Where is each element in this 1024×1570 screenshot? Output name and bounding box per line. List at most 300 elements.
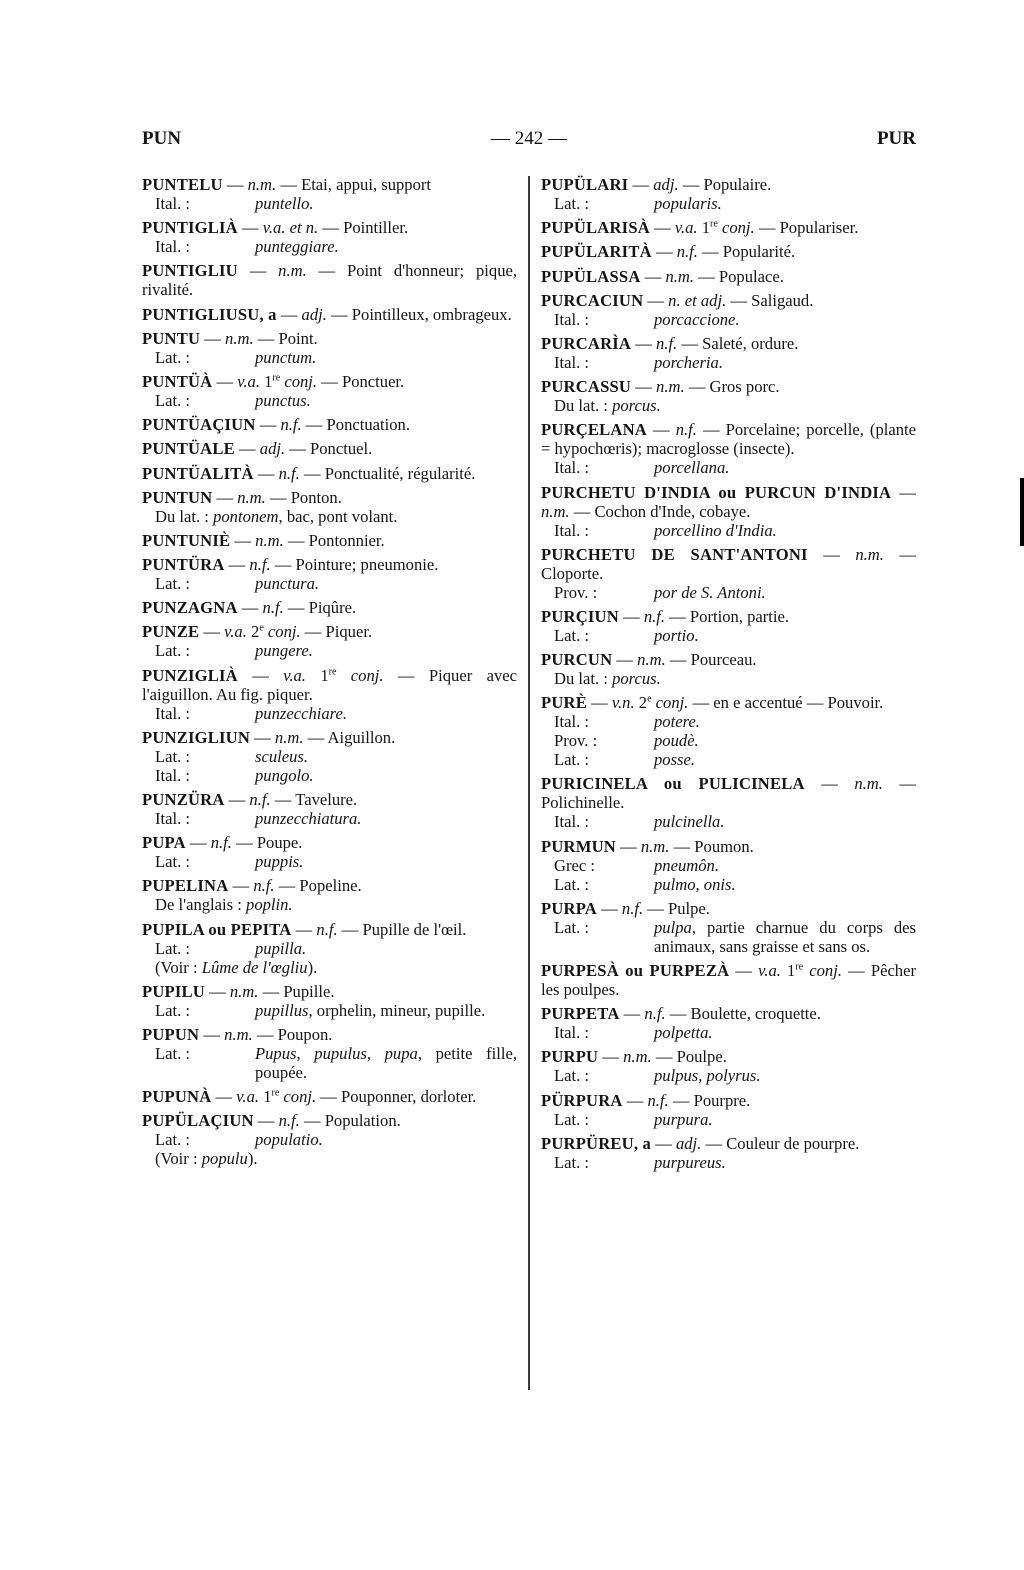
headword: PURCARÌA: [541, 333, 632, 353]
etymology-line: [541, 1066, 916, 1085]
grammar-label: n.m.: [247, 175, 277, 194]
headword: PUPÜLAÇIUN: [142, 1111, 254, 1131]
grammar-label: v.a. 1re conj.: [236, 1087, 317, 1107]
entry-heading: PURCHETU D'INDIA ou PURCUN D'INDIA — n.m. — Cochon d'Inde, cobaye.: [541, 482, 916, 521]
entry-heading: PURMUN — n.m. — Poumon.: [541, 836, 754, 856]
etymology-value: [255, 237, 517, 256]
grammar-label: v.a. 1re conj.: [674, 218, 755, 238]
dictionary-entry: [142, 175, 517, 213]
etymology-form: poudè.: [654, 731, 699, 751]
dictionary-entry: [541, 291, 916, 329]
etymology-language: Du lat. :: [554, 669, 613, 689]
entry-heading: PUNZE — v.a. 2e conj. — Piquer.: [142, 622, 373, 642]
etymology-language: Ital. :: [554, 812, 590, 832]
etymology-line: [541, 583, 916, 602]
grammar-label: n.m.: [224, 1024, 253, 1044]
definition: Popularité.: [722, 242, 796, 262]
etymology-line: [541, 194, 916, 213]
grammar-label: n.f.: [656, 333, 678, 353]
etymology-form: pulcinella.: [654, 812, 725, 832]
entry-heading: PURICINELA ou PULICINELA — n.m. — Polichinelle.: [541, 774, 917, 813]
etymology-form: punctura.: [255, 574, 320, 594]
dictionary-entry: [541, 693, 916, 769]
definition: Pupille de l'œil.: [362, 919, 467, 939]
entry-heading: PUNTÜAÇIUN — n.f. — Ponctuation.: [142, 415, 410, 435]
etymology-form: pulmo, onis.: [654, 874, 736, 894]
etymology-language: Ital. :: [554, 458, 590, 478]
etymology-language: Ital. :: [554, 520, 590, 540]
etymology-line: [142, 574, 517, 593]
etymology-language: Lat. :: [155, 1000, 191, 1020]
entry-heading: PUPÜLARI — adj. — Populaire.: [541, 175, 772, 194]
etymology-value: [255, 766, 517, 785]
definition: Population.: [324, 1111, 401, 1131]
grammar-label: v.a. et n.: [262, 218, 319, 238]
dictionary-entry: [541, 1091, 916, 1129]
headword: PUPUN: [142, 1024, 200, 1044]
definition: Pupille.: [283, 981, 335, 1001]
headword: PUPA: [142, 833, 186, 853]
definition: Ponctualité, régularité.: [324, 463, 476, 483]
headword: PURICINELA ou PULICINELA: [541, 774, 805, 794]
definition: Piquer.: [325, 622, 373, 642]
definition: Cloporte.: [541, 563, 604, 583]
dictionary-entry: [541, 420, 916, 477]
headword: PUNTÜALE: [142, 439, 235, 459]
headword: PUPUNÀ: [142, 1087, 212, 1107]
etymology-line: [142, 237, 517, 256]
grammar-label: n.m.: [855, 544, 884, 564]
headword: PUPILA ou PEPITA: [142, 919, 292, 939]
etymology-value: [654, 194, 916, 213]
dictionary-entry: [541, 218, 916, 237]
headword: PUNTIGLIU: [142, 261, 238, 281]
definition: Aiguillon.: [327, 727, 396, 747]
dictionary-entry: [541, 961, 916, 999]
entry-heading: PURCARÌA — n.f. — Saleté, ordure.: [541, 333, 799, 353]
grammar-label: n.f.: [644, 1004, 666, 1024]
headword: PUPÜLASSA: [541, 266, 641, 286]
entry-heading: PURPÜREU, a — adj. — Couleur de pourpre.: [541, 1133, 860, 1153]
dictionary-entry: [142, 555, 517, 593]
dictionary-entry: [142, 598, 517, 617]
etymology-form: potere.: [654, 712, 700, 732]
definition: Poumon.: [694, 836, 754, 856]
entry-heading: PURÇELANA — n.f. — Porcelaine; porcelle, (plante = hypochœris); macroglosse (insecte).: [541, 420, 917, 459]
dictionary-entry: [541, 242, 916, 261]
etymology-value: [255, 348, 517, 367]
etymology-language: Ital. :: [554, 309, 590, 329]
etymology-form: pupillus: [255, 1000, 309, 1020]
etymology-language: De l'anglais :: [155, 895, 247, 915]
dictionary-entry: [142, 622, 517, 660]
etymology-line: [541, 669, 916, 688]
dictionary-entry: [142, 666, 517, 723]
grammar-label: v.a. 2e conj.: [224, 622, 301, 642]
etymology-value: [654, 856, 916, 875]
etymology-value: [654, 583, 916, 602]
dictionary-entry: [541, 774, 916, 831]
grammar-label: adj.: [653, 175, 679, 194]
etymology-language: Lat. :: [554, 917, 590, 937]
definition: Populace.: [718, 266, 784, 286]
etymology-gloss: , petite fille, poupée.: [255, 1043, 517, 1082]
headword: PURCHETU DE SANT'ANTONI: [541, 544, 808, 564]
etymology-line: [541, 875, 916, 894]
etymology-value: [255, 1044, 517, 1082]
definition: Popeline.: [299, 876, 362, 896]
dictionary-entry: [142, 790, 517, 828]
etymology-language: Lat. :: [155, 1043, 191, 1063]
dictionary-entry: [142, 261, 517, 299]
headword: PUNZIGLIÀ: [142, 665, 238, 685]
entry-heading: PUNZIGLIUN — n.m. — Aiguillon.: [142, 727, 396, 747]
etymology-language: Ital. :: [155, 703, 191, 723]
headword: PUNTUN: [142, 487, 213, 507]
etymology-language: Lat. :: [155, 347, 191, 367]
etymology-language: Lat. :: [155, 641, 191, 661]
etymology-language: Lat. :: [155, 390, 191, 410]
etymology-value: [255, 391, 517, 410]
etymology-form: populatio.: [255, 1130, 323, 1150]
grammar-label: n.f.: [253, 876, 275, 896]
grammar-label: adj.: [259, 439, 286, 459]
dictionary-entry: [142, 920, 517, 977]
etymology-line: [541, 1153, 916, 1172]
etymology-form: posse.: [654, 750, 696, 770]
etymology-line: [541, 521, 916, 540]
see-also: (Voir : populu).: [155, 1149, 258, 1169]
grammar-label: n.m.: [623, 1047, 652, 1067]
etymology-value: [654, 310, 916, 329]
etymology-language: Du lat. :: [155, 506, 214, 526]
entry-heading: PUPUN — n.m. — Poupon.: [142, 1024, 333, 1044]
entry-heading: PUPUNÀ — v.a. 1re conj. — Pouponner, dorloter.: [142, 1087, 477, 1107]
etymology-form: porcellana.: [654, 458, 730, 478]
etymology-form: porcaccione.: [654, 309, 740, 329]
entry-heading: PUNTUN — n.m. — Ponton.: [142, 487, 342, 507]
etymology-form: pupilla.: [255, 938, 307, 958]
page-number: — 242 —: [491, 128, 567, 149]
grammar-label: v.a. 1re conj.: [758, 961, 842, 980]
entry-heading: PUNTÜALE — adj. — Ponctuel.: [142, 439, 373, 459]
etymology-form: puntello.: [255, 194, 314, 213]
headword: PUNZE: [142, 622, 200, 642]
grammar-label: n.f.: [316, 919, 338, 939]
grammar-label: n.f.: [210, 833, 232, 853]
headword: PUNTIGLIUSU, a: [142, 304, 277, 324]
entry-heading: PUNTELU — n.m. — Etai, appui, support: [142, 175, 432, 194]
etymology-gloss: , bac, pont volant.: [278, 506, 398, 526]
dictionary-entry: [142, 305, 517, 324]
etymology-form: purpura.: [654, 1109, 713, 1129]
etymology-line: [541, 626, 916, 645]
entry-heading: PURPA — n.f. — Pulpe.: [541, 898, 710, 918]
etymology-value: [255, 809, 517, 828]
definition: Ponctuer.: [341, 371, 405, 391]
etymology-value: [654, 1110, 916, 1129]
headword: PUNZÜRA: [142, 790, 225, 809]
entry-heading: PUPILU — n.m. — Pupille.: [142, 981, 335, 1001]
definition: en e accentué — Pouvoir.: [713, 693, 884, 713]
headword: PURCASSU: [541, 377, 632, 397]
dictionary-entry: [541, 377, 916, 415]
header-right-guideword: PUR: [876, 128, 916, 149]
entry-heading: PURÇIUN — n.f. — Portion, partie.: [541, 606, 790, 626]
etymology-language: Ital. :: [554, 1023, 590, 1043]
grammar-label: n.f.: [675, 420, 697, 440]
entry-heading: PURPESÀ ou PURPEZÀ — v.a. 1re conj. — Pêcher les poulpes.: [541, 961, 916, 999]
definition: Point.: [278, 328, 318, 348]
headword: PUPELINA: [142, 876, 229, 896]
etymology-form: pontonem: [213, 506, 279, 526]
grammar-label: n.f.: [278, 463, 300, 483]
definition: Gros porc.: [709, 377, 780, 397]
headword: PUNTÜAÇIUN: [142, 415, 256, 435]
grammar-label: n.m.: [274, 727, 304, 747]
etymology-language: Lat. :: [554, 194, 590, 213]
etymology-line: [142, 809, 517, 828]
definition: Polichinelle.: [541, 793, 625, 813]
dictionary-entry: [541, 334, 916, 372]
etymology-language: Lat. :: [155, 1130, 191, 1150]
etymology-form: porcheria.: [654, 352, 723, 372]
see-also: (Voir : Lûme de l'œgliu).: [155, 957, 318, 977]
headword: PURÇIUN: [541, 606, 619, 626]
headword: PÜRPURA: [541, 1090, 623, 1110]
etymology-line: [541, 396, 916, 415]
etymology-value: [654, 918, 916, 956]
entry-heading: PUNZÜRA — n.f. — Tavelure.: [142, 790, 358, 809]
etymology-value: [255, 852, 517, 871]
dictionary-entry: [142, 1025, 517, 1082]
grammar-label: n.m.: [854, 774, 883, 794]
entry-heading: PURCUN — n.m. — Pourceau.: [541, 650, 757, 670]
etymology-line: [142, 766, 517, 785]
grammar-label: n.m.: [656, 377, 685, 397]
etymology-gloss: , partie charnue du corps des animaux, sans graisse et sans os.: [654, 917, 916, 956]
headword: PUNTU: [142, 328, 201, 348]
dictionary-entry: [142, 531, 517, 550]
headword: PURPA: [541, 898, 597, 918]
entry-heading: PUNZIGLIÀ — v.a. 1re conj. — Piquer avec l'aiguillon. Au fig. piquer.: [142, 665, 517, 704]
etymology-value: [654, 353, 916, 372]
etymology-language: Lat. :: [155, 852, 191, 872]
etymology-form: portio.: [654, 625, 699, 645]
etymology-line: [142, 704, 517, 723]
etymology-language: Lat. :: [554, 750, 590, 770]
dictionary-entry: [142, 329, 517, 367]
definition: Porcelaine; porcelle, (plante = hypochœris); macroglosse (insecte).: [541, 420, 917, 459]
see-also-target: Lûme de l'œgliu: [201, 957, 308, 977]
definition: Pontonnier.: [308, 530, 385, 550]
headword: PUNZAGNA: [142, 598, 238, 618]
definition: Etai, appui, support: [301, 175, 432, 194]
etymology-value: [255, 1001, 517, 1020]
grammar-label: n.m.: [541, 501, 570, 521]
entry-heading: PUNTIGLIÀ — v.a. et n. — Pointiller.: [142, 218, 409, 238]
headword: PUNTÜRA: [142, 555, 225, 575]
etymology-language: Lat. :: [155, 746, 191, 766]
etymology-line: [142, 852, 517, 871]
headword: PURMUN: [541, 836, 616, 856]
grammar-label: n.f.: [280, 415, 302, 435]
etymology-language: Lat. :: [554, 1109, 590, 1129]
etymology-form: pulpus, polyrus.: [654, 1066, 761, 1086]
right-column: [541, 175, 916, 1177]
grammar-label: n.f.: [643, 606, 666, 626]
etymology-form: Pupus, pupulus, pupa: [255, 1043, 418, 1063]
etymology-line: [541, 353, 916, 372]
definition: Point d'honneur; pique, rivalité.: [142, 261, 518, 300]
headword: PUNTIGLIÀ: [142, 218, 238, 238]
grammar-label: n.m.: [665, 266, 695, 286]
definition: Pointiller.: [343, 218, 409, 238]
etymology-line: [541, 856, 916, 875]
etymology-value: [654, 1066, 916, 1085]
grammar-label: n.m.: [637, 650, 666, 670]
page-edge-mark: [1020, 478, 1024, 546]
headword: PUPÜLARI: [541, 175, 629, 194]
dictionary-entry: [142, 372, 517, 410]
etymology-value: [654, 521, 916, 540]
etymology-value: [654, 712, 916, 731]
headword: PURÈ: [541, 693, 587, 713]
definition: Populariser.: [779, 218, 859, 238]
grammar-label: n.f.: [262, 598, 284, 618]
entry-heading: PUPÜLARITÀ — n.f. — Popularité.: [541, 242, 796, 262]
etymology-language: Grec :: [554, 855, 595, 875]
etymology-line: [541, 731, 916, 750]
etymology-value: [255, 641, 517, 660]
etymology-line: [541, 812, 916, 831]
grammar-label: n.m.: [278, 261, 307, 281]
definition: Pulpe.: [668, 898, 710, 918]
header-left-guideword: PUN: [142, 128, 182, 149]
etymology-form: por de S. Antoni.: [654, 582, 766, 602]
etymology-language: Ital. :: [554, 352, 590, 372]
etymology-line: [541, 310, 916, 329]
grammar-label: n.m.: [229, 981, 259, 1001]
dictionary-entry: [142, 464, 517, 483]
dictionary-entry: [142, 833, 517, 871]
etymology-language: Ital. :: [155, 194, 191, 213]
headword: PURPU: [541, 1047, 599, 1067]
etymology-line: [541, 458, 916, 477]
etymology-language: Ital. :: [155, 809, 191, 828]
etymology-value: [654, 812, 916, 831]
etymology-form: porcellino d'India.: [654, 520, 777, 540]
left-column: [142, 175, 517, 1174]
etymology-value: [654, 750, 916, 769]
etymology-value: [255, 194, 517, 213]
etymology-form: punzecchiare.: [255, 703, 348, 723]
entry-heading: PURPETA — n.f. — Boulette, croquette.: [541, 1004, 821, 1024]
grammar-label: n.f.: [249, 790, 271, 809]
definition: Cochon d'Inde, cobaye.: [594, 501, 751, 521]
etymology-language: Lat. :: [155, 574, 191, 594]
grammar-label: v.n. 2e conj.: [611, 693, 689, 713]
dictionary-entry: [541, 1134, 916, 1172]
etymology-language: Ital. :: [155, 237, 191, 257]
etymology-gloss: , orphelin, mineur, pupille.: [308, 1000, 486, 1020]
definition: Tavelure.: [295, 790, 358, 809]
definition: Saleté, ordure.: [702, 333, 799, 353]
entry-heading: PUPELINA — n.f. — Popeline.: [142, 876, 362, 896]
etymology-line: [142, 1044, 517, 1082]
grammar-label: adj.: [675, 1133, 702, 1153]
dictionary-entry: [142, 1111, 517, 1168]
headword: PURCHETU D'INDIA ou PURCUN D'INDIA: [541, 482, 892, 502]
etymology-form: popularis.: [654, 194, 722, 213]
grammar-label: n.f.: [249, 555, 271, 575]
etymology-line: [142, 391, 517, 410]
dictionary-entry: [541, 175, 916, 213]
etymology-line: [541, 918, 916, 956]
grammar-label: n.f.: [621, 898, 644, 918]
dictionary-entry: [541, 483, 916, 540]
entry-heading: PURCASSU — n.m. — Gros porc.: [541, 377, 780, 397]
etymology-form: porcus.: [612, 396, 661, 416]
etymology-language: Lat. :: [155, 938, 191, 958]
etymology-line: [541, 1110, 916, 1129]
definition: Pêcher les poulpes.: [541, 961, 916, 999]
dictionary-entry: [142, 439, 517, 458]
etymology-form: pneumôn.: [654, 855, 719, 875]
dictionary-entry: [142, 1087, 517, 1106]
entry-heading: PUNZAGNA — n.f. — Piqûre.: [142, 598, 357, 618]
headword: PURÇELANA: [541, 420, 647, 440]
dictionary-entry: [541, 545, 916, 602]
entry-heading: PUNTIGLIUSU, a — adj. — Pointilleux, ombrageux.: [142, 304, 512, 324]
grammar-label: n.m.: [225, 328, 254, 348]
definition: Saligaud.: [751, 290, 814, 310]
etymology-line: [142, 939, 517, 958]
definition: Poulpe.: [676, 1047, 727, 1067]
etymology-language: Prov. :: [554, 731, 598, 751]
etymology-form: puppis.: [255, 852, 304, 872]
dictionary-entry: [541, 267, 916, 286]
grammar-label: v.a. 1re conj.: [283, 665, 384, 685]
entry-heading: PUNTÜRA — n.f. — Pointure; pneumonie.: [142, 555, 439, 575]
grammar-label: n.m.: [255, 530, 284, 550]
etymology-form: punteggiare.: [255, 237, 339, 257]
headword: PUNZIGLIUN: [142, 727, 251, 747]
dictionary-entry: [142, 876, 517, 914]
etymology-language: Lat. :: [554, 874, 590, 894]
definition: Piqûre.: [308, 598, 357, 618]
definition: Pourpre.: [693, 1090, 751, 1110]
headword: PUPÜLARISÀ: [541, 218, 650, 238]
entry-heading: PUPÜLASSA — n.m. — Populace.: [541, 266, 784, 286]
definition: Piquer avec l'aiguillon. Au fig. piquer.: [142, 665, 517, 704]
entry-heading: PUPA — n.f. — Poupe.: [142, 833, 303, 853]
etymology-line: [541, 712, 916, 731]
grammar-label: v.a. 1re conj.: [237, 371, 318, 391]
etymology-line: [142, 507, 517, 526]
etymology-line: [142, 641, 517, 660]
definition: Ponctuel.: [310, 439, 373, 459]
etymology-language: Lat. :: [554, 625, 590, 645]
dictionary-entry: [142, 415, 517, 434]
headword: PUNTÜÀ: [142, 371, 213, 391]
etymology-line: [142, 1130, 517, 1149]
definition: Boulette, croquette.: [690, 1004, 821, 1024]
etymology-form: pulpa: [654, 917, 692, 937]
definition: Poupon.: [277, 1024, 333, 1044]
etymology-language: Du lat. :: [554, 396, 613, 416]
definition: Poupe.: [256, 833, 303, 853]
